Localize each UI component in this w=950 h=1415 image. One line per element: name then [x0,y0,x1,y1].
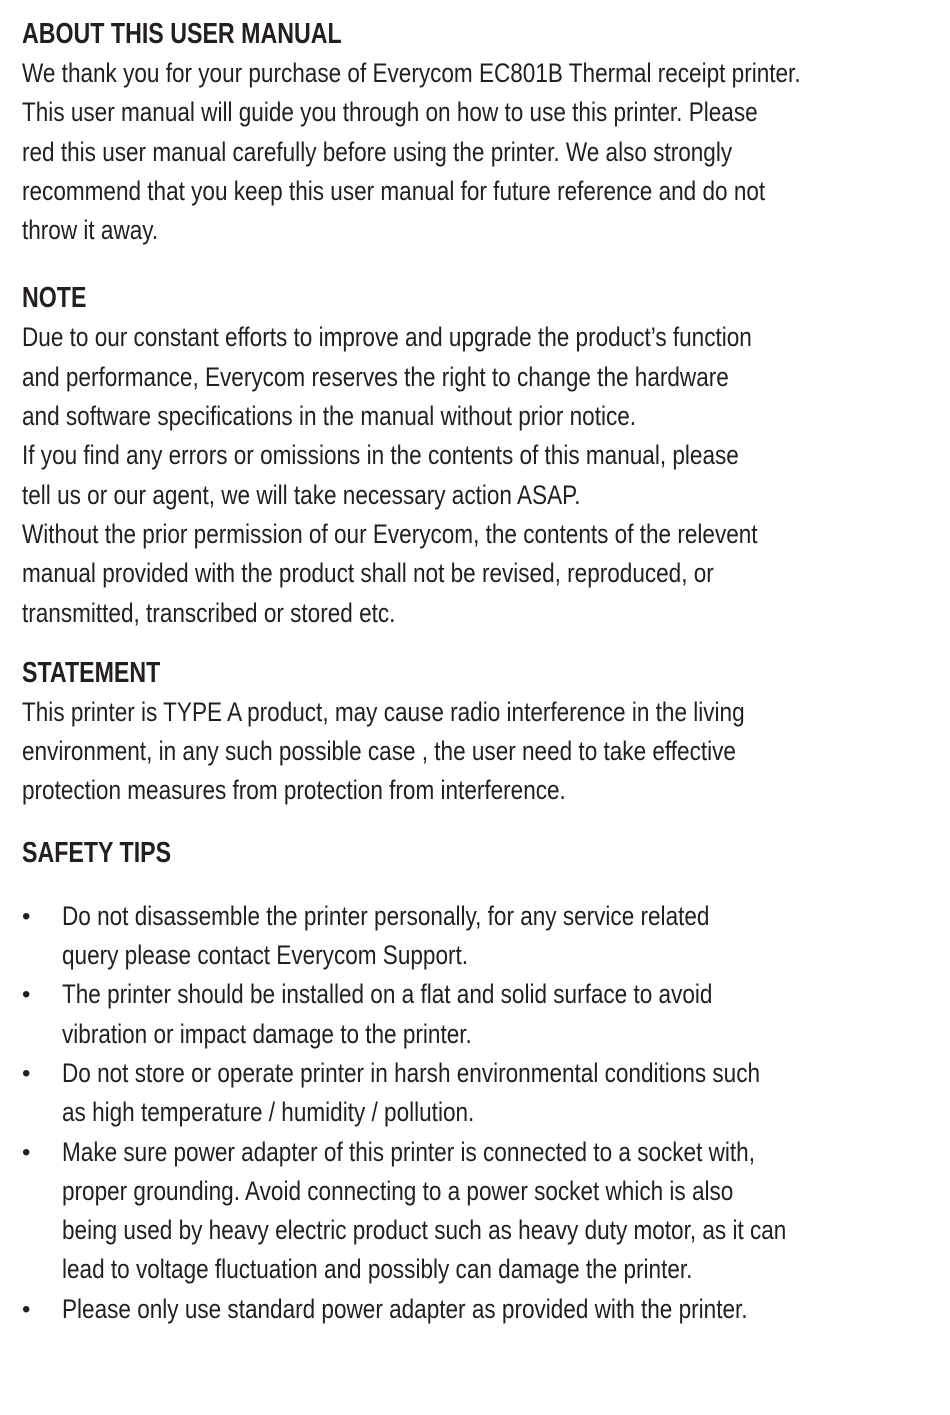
section-spacer [22,250,922,278]
statement-line: environment, in any such possible case , the user need to take effective [22,736,736,767]
section-spacer [22,633,922,653]
list-item [22,1054,922,1133]
tip-line: Do not disassemble the printer personally, for any service related [62,900,710,931]
about-title: ABOUT THIS USER MANUAL [22,18,342,50]
bullet-icon: • [22,981,31,1009]
note-line: Without the prior permission of our Everycom, the contents of the relevent [22,518,758,549]
tip-line: The printer should be installed on a flat and solid surface to avoid [62,979,713,1010]
bullet-icon: • [22,902,31,930]
bullet-icon: • [22,1138,31,1166]
about-line: recommend that you keep this user manual for future reference and do not [22,175,766,206]
tip-line: vibration or impact damage to the printer. [62,1018,472,1049]
note-line: and software specifications in the manual without prior notice. [22,401,637,432]
statement-line: protection measures from protection from interference. [22,775,566,806]
note-line: and performance, Everycom reserves the right to change the hardware [22,361,729,392]
note-line: manual provided with the product shall not be revised, reproduced, or [22,558,714,589]
bullet-icon: • [22,1059,31,1087]
tip-line: Make sure power adapter of this printer is connected to a socket with, [62,1136,755,1167]
tip-line: lead to voltage fluctuation and possibly can damage the printer. [62,1254,693,1285]
about-paragraph [22,54,922,250]
note-line: transmitted, transcribed or stored etc. [22,597,396,628]
bullet-icon: • [22,1295,31,1323]
statement-title: STATEMENT [22,656,161,689]
list-item [22,1290,922,1329]
section-spacer [22,811,922,833]
note-line: tell us or our agent, we will take necessary action ASAP. [22,479,581,510]
note-line: If you find any errors or omissions in the contents of this manual, please [22,440,739,471]
safety-tips-list [22,897,922,1329]
tip-line: Do not store or operate printer in harsh environmental conditions such [62,1057,761,1088]
about-line: We thank you for your purchase of Everycom EC801B Thermal receipt printer. [22,58,801,88]
tip-line: Please only use standard power adapter as provided with the printer. [62,1293,748,1324]
tip-line: query please contact Everycom Support. [62,940,469,971]
about-line: This user manual will guide you through on how to use this printer. Please [22,97,758,128]
manual-page [22,14,922,1329]
list-item [22,1133,922,1290]
statement-paragraph [22,693,922,811]
tip-line: proper grounding. Avoid connecting to a power socket which is also [62,1175,734,1206]
note-section [22,278,922,632]
safety-title: SAFETY TIPS [22,836,172,869]
statement-section [22,653,922,811]
about-line: red this user manual carefully before using the printer. We also strongly [22,136,733,167]
about-line: throw it away. [22,215,159,246]
list-item [22,975,922,1054]
statement-line: This printer is TYPE A product, may cause radio interference in the living [22,696,745,727]
title-spacer [22,873,922,897]
note-paragraph [22,318,922,632]
safety-section [22,833,922,1329]
list-item [22,897,922,976]
tip-line: being used by heavy electric product such as heavy duty motor, as it can [62,1215,787,1246]
note-title: NOTE [22,282,87,315]
about-section [22,14,922,250]
tip-line: as high temperature / humidity / pollution. [62,1097,475,1128]
note-line: Due to our constant efforts to improve and upgrade the product’s function [22,322,752,353]
